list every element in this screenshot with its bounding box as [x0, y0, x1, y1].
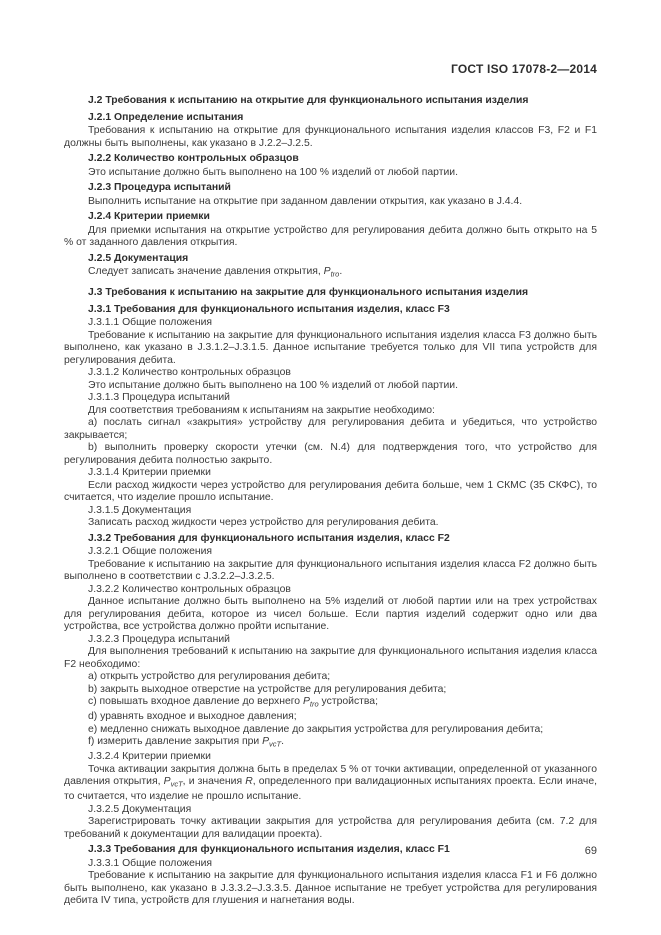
paragraph: a) открыть устройство для регулирования дебита;	[88, 671, 331, 682]
heading: J.3.3.1 Общие положения	[88, 857, 213, 869]
document-body	[64, 89, 597, 908]
paragraph: Выполнить испытание на открытие при заданном давлении открытия, как указано в J.4.4.	[88, 195, 523, 207]
paragraph: Данное испытание должно быть выполнено на 5% изделий от любой партии или на трех устройствах для регулирования дебита, которое из чисел больше. Если партия изделий содержит одно или два устройства, все устройства должно пройти испытание.	[64, 596, 597, 632]
heading: J.3.2.1 Общие положения	[88, 546, 213, 557]
paragraph: e) медленно снижать выходное давление до закрытия устройства для регулирования дебита;	[88, 723, 544, 735]
paragraph: Если расход жидкости через устройство для регулирования дебита больше, чем 1 СКМС (35 СКФС), то считается, что изделие прошло испытание.	[64, 479, 597, 503]
paragraph: Следует записать значение давления открытия, $P_{tro}$.	[88, 266, 343, 279]
paragraph: Требования к испытанию на открытие для функционального испытания изделия классов F3, F2 и F1 должны быть выполнены, как указано в J.2.2–J.2.5.	[64, 125, 597, 149]
paragraph: Требование к испытанию на закрытие для функционального испытания изделия класса F1 и F6 должно быть выполнено, как указано в J.3.3.2–J.3.3.5. Данное испытание не требует устройства для регулирования дебита IV типа, устройств для глушения и нагнетания воды.	[64, 870, 597, 906]
heading: J.2.5 Документация	[88, 252, 189, 264]
page-number: 69	[584, 845, 597, 857]
heading: J.3.1.5 Документация	[88, 504, 192, 516]
heading: J.3.2.4 Критерии приемки	[88, 751, 211, 762]
heading: J.3.2.3 Процедура испытаний	[88, 633, 230, 645]
heading: J.3.1.4 Критерии приемки	[88, 467, 211, 478]
heading: J.3.1.1 Общие положения	[88, 317, 213, 328]
heading: J.3.1.3 Процедура испытаний	[88, 392, 230, 403]
heading: J.3.3 Требования для функционального испытания изделия, класс F1	[88, 844, 450, 855]
running-header: ГОСТ ISO 17078-2—2014	[451, 62, 597, 76]
heading: J.3.2.5 Документация	[88, 803, 192, 815]
heading: J.2.3 Процедура испытаний	[88, 182, 231, 193]
paragraph: a) послать сигнал «закрытия» устройству для регулирования дебита и убедиться, что устройство закрывается;	[64, 417, 597, 441]
heading: J.3.2 Требования для функционального испытания изделия, класс F2	[88, 532, 450, 544]
paragraph: Для соответствия требованиям к испытаниям на закрытие необходимо:	[88, 404, 435, 416]
heading: J.2.2 Количество контрольных образцов	[88, 153, 299, 164]
heading: J.3.1 Требования для функционального испытания изделия, класс F3	[88, 303, 450, 315]
paragraph: Это испытание должно быть выполнено на 100 % изделий от любой партии.	[88, 379, 458, 391]
paragraph: Это испытание должно быть выполнено на 100 % изделий от любой партии.	[88, 166, 458, 178]
heading: J.2.4 Критерии приемки	[88, 211, 210, 222]
paragraph: Требование к испытанию на закрытие для функционального испытания изделия класса F3 должно быть выполнено, как указано в J.3.1.2–J.3.1.5. Данное испытание требуется только для VII типа устройств для регулирования дебита.	[64, 329, 597, 366]
paragraph: Для выполнения требований к испытанию на закрытие для функционального испытания изделия класса F2 необходимо:	[64, 646, 597, 670]
heading: J.2.1 Определение испытания	[88, 111, 244, 123]
paragraph: d) уравнять входное и выходное давления;	[88, 711, 297, 722]
heading: J.3.2.2 Количество контрольных образцов	[88, 583, 291, 595]
heading: J.3 Требования к испытанию на закрытие для функционального испытания изделия	[88, 287, 529, 298]
paragraph: c) повышать входное давление до верхнего $P_{tro}$ устройства;	[88, 696, 378, 709]
paragraph: Зарегистрировать точку активации закрытия для устройства для регулирования дебита (см. 7.2 для требований к документации для валидации проекта).	[64, 816, 597, 840]
paragraph: f) измерить давление закрытия при $P_{vcT}$.	[88, 736, 284, 749]
paragraph: Точка активации закрытия должна быть в пределах 5 % от точки активации, определенной от указанного давления открытия, $P_{vcT}$, и значения R, определенного при валидационных испытаниях проекта. Если иначе, то считается, что изделие не прошло испытание.	[64, 763, 597, 802]
paragraph: b) закрыть выходное отверстие на устройстве для регулирования дебита;	[88, 683, 447, 695]
paragraph: Требование к испытанию на закрытие для функционального испытания изделия класса F2 должно быть выполнено в соответствии с J.3.2.2–J.3.2.5.	[64, 558, 597, 582]
paragraph: Записать расход жидкости через устройство для регулирования дебита.	[88, 517, 439, 528]
heading: J.2 Требования к испытанию на открытие для функционального испытания изделия	[88, 95, 529, 106]
heading: J.3.1.2 Количество контрольных образцов	[88, 367, 291, 378]
paragraph: b) выполнить проверку скорости утечки (см. N.4) для подтверждения того, что устройство для регулирования дебита полностью закрыто.	[64, 442, 597, 466]
paragraph: Для приемки испытания на открытие устройство для регулирования дебита должно быть открыто на 5 % от заданного давления открытия.	[64, 224, 597, 248]
